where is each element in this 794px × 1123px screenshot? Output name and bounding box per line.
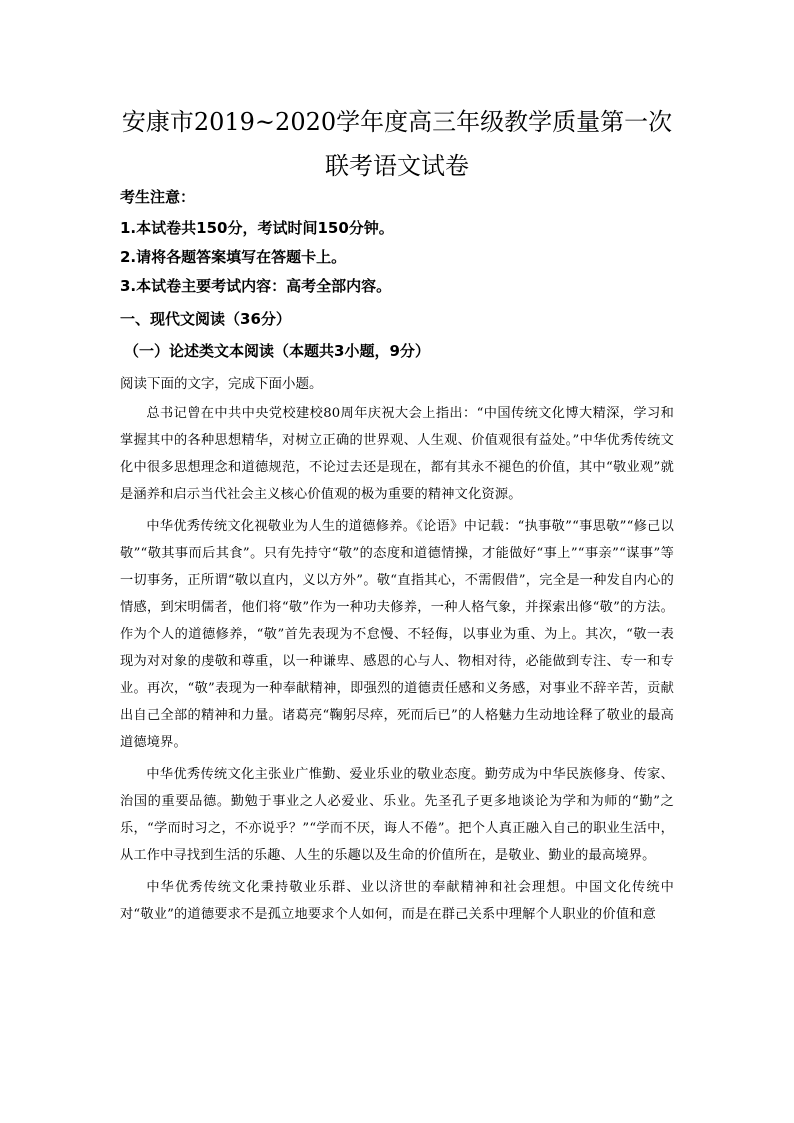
notice-item: 1.本试卷共150分，考试时间150分钟。	[120, 219, 394, 237]
notice-item: 3.本试卷主要考试内容：高考全部内容。	[120, 277, 392, 295]
section-heading: 一、现代文阅读（36分）	[120, 310, 291, 328]
subsection-heading: （一）论述类文本阅读（本题共3小题，9分）	[124, 342, 430, 360]
passage-paragraph: 中华优秀传统文化主张业广惟勤、爱业乐业的敬业态度。勤劳成为中华民族修身、传家、治国的重要品德。勤勉于事业之人必爱业、乐业。先圣孔子更多地谈论为学和为师的“勤”之乐，“学而时习之，不亦说乎？”“学而不厌，诲人不倦”。把个人真正融入自己的职业生活中，从工作中寻找到生活的乐趣、人生的乐趣以及生命的价值所在，是敬业、勤业的最高境界。	[120, 767, 674, 863]
notice-list	[120, 214, 394, 301]
notice-heading: 考生注意：	[120, 188, 196, 206]
reading-passage	[120, 400, 674, 933]
passage-paragraph: 总书记曾在中共中央党校建校80周年庆祝大会上指出：“中国传统文化博大精深，学习和掌握其中的各种思想精华，对树立正确的世界观、人生观、价值观很有益处。”中华优秀传统文化中很多思想理念和道德规范，不论过去还是现在，都有其永不褪色的价值，其中“敬业观”就是涵养和启示当代社会主义核心价值观的极为重要的精神文化资源。	[120, 406, 674, 502]
passage-paragraph: 中华优秀传统文化视敬业为人生的道德修养。《论语》中记载：“执事敬”“事思敬”“修己以敬”“敬其事而后其食”。只有先持守“敬”的态度和道德情操，才能做好“事上”“事亲”“谋事”等一切事务，正所谓“敬以直内，义以方外”。敬“直指其心，不需假借”，完全是一种发自内心的情感，到宋明儒者，他们将“敬”作为一种功夫修养，一种人格气象，并探索出修“敬”的方法。作为个人的道德修养，“敬”首先表现为不怠慢、不轻侮，以事业为重、为上。其次，“敬一表现为对对象的虔敬和尊重，以一种谦卑、感恩的心与人、物相对待，必能做到专注、专一和专业。再次，“敬”表现为一种奉献精神，即强烈的道德责任感和义务感，对事业不辞辛苦，贡献出自己全部的精神和力量。诸葛亮“鞠躬尽瘁，死而后已”的人格魅力生动地诠释了敬业的最高道德境界。	[120, 519, 674, 750]
reading-instruction: 阅读下面的文字，完成下面小题。	[120, 376, 323, 392]
page-title: 安康市2019~2020学年度高三年级教学质量第一次联考语文试卷	[121, 108, 673, 180]
notice-item: 2.请将各题答案填写在答题卡上。	[120, 248, 347, 266]
passage-paragraph: 中华优秀传统文化秉持敬业乐群、业以济世的奉献精神和社会理想。中国文化传统中对“敬业”的道德要求不是孤立地要求个人如何，而是在群己关系中理解个人职业的价值和意	[120, 880, 674, 922]
